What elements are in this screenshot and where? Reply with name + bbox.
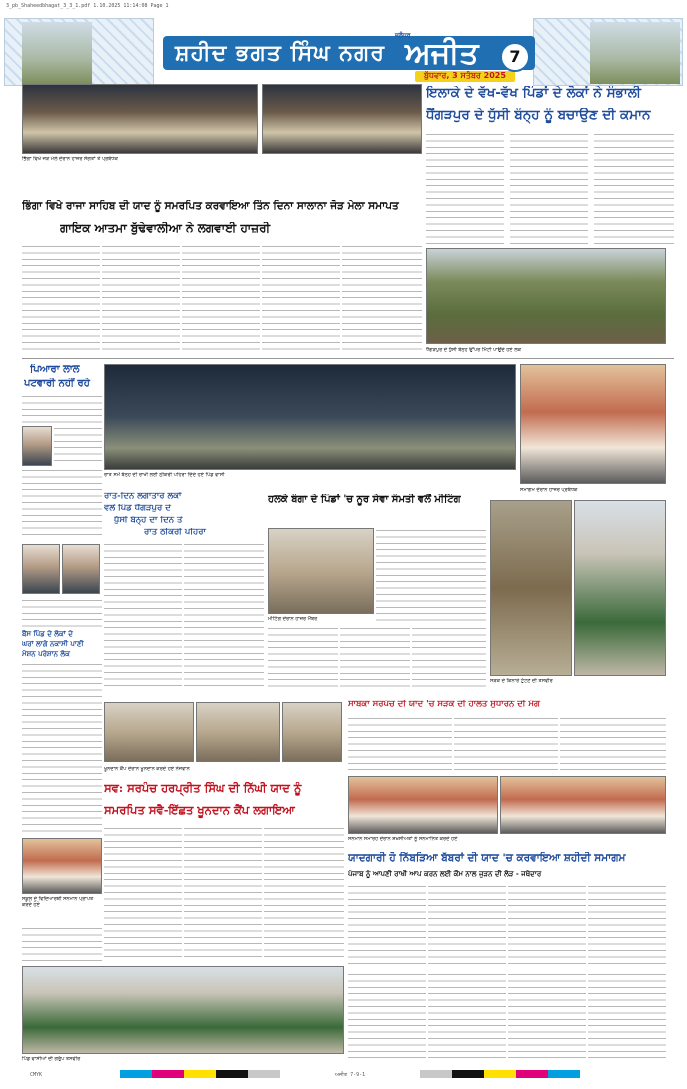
award-photo-1	[348, 776, 498, 834]
obit-portrait	[22, 426, 52, 466]
guard-headline-2: ਵਲੋਂ ਪਿੰਡ ਧੈਂਗੜਪੁਰ ਦੇ	[104, 504, 171, 513]
top-right-headline-1: ਇਲਾਕੇ ਦੇ ਵੱਖ-ਵੱਖ ਪਿੰਡਾਂ ਦੇ ਲੋਕਾਂ ਨੇ ਸੰਭਾਲੀ	[426, 86, 641, 101]
top-right-headline-2: ਧੈਂਗੜਪੁਰ ਦੇ ਧੁੱਸੀ ਬੰਨ੍ਹ ਨੂੰ ਬਚਾਉਣ ਦੀ ਕਮਾਨ	[426, 108, 651, 123]
blood-photo-2	[196, 702, 280, 762]
guard-body-col-2	[184, 542, 264, 688]
night-vigil-photo	[104, 364, 516, 470]
martyr-body-col-1	[348, 884, 426, 968]
landmark-image	[590, 22, 680, 84]
martyr-body-col-2	[428, 884, 506, 968]
blood-photo-1	[104, 702, 194, 762]
blood-caption: ਖੂਨਦਾਨ ਕੈਂਪ ਦੌਰਾਨ ਖੂਨਦਾਨ ਕਰਦੇ ਹੋਏ ਨੌਜਵਾਨ	[104, 766, 190, 772]
statue-image	[22, 22, 92, 84]
road-body-col-2	[454, 716, 558, 772]
guard-headline-3: ਧੁੱਸੀ ਬੰਨ੍ਹ ਦਾ ਦਿਨ ਤੇ	[114, 516, 183, 525]
martyr-body-col-7	[508, 972, 586, 1060]
meeting-photo	[268, 528, 374, 614]
fair-subhead: ਗਾਇਕ ਆਤਮਾ ਬੁੱਢੇਵਾਲੀਆ ਨੇ ਲਗਵਾਈ ਹਾਜ਼ਰੀ	[60, 222, 271, 235]
embankment-caption: ਧੈਂਗੜਪੁਰ ਦੇ ਧੁੱਸੀ ਬੰਨ੍ਹ ਉੱਪਰ ਮਿੱਟੀ ਪਾਉਂਦੇ ਹੋਏ ਲੋਕ	[426, 347, 521, 353]
print-slug: 3_pb_Shaheedbhagat_3_3_1.pdf 1.10.2025 11:14:08 Page 1	[6, 3, 169, 9]
left-photo-caption	[22, 598, 102, 628]
martyr-headline: ਯਾਦਗਾਰੀ ਹੋ ਨਿੱਬੜਿਆ ਬੱਬਰਾਂ ਦੀ ਯਾਦ 'ਚ ਕਰਵਾਇਆ ਸ਼ਹੀਦੀ ਸਮਾਗਮ	[348, 852, 626, 864]
fair-audience-photo	[262, 84, 422, 154]
event-photo-right	[520, 364, 666, 484]
guard-body-col-1	[104, 542, 182, 688]
martyr-body-col-5	[348, 972, 426, 1060]
guard-headline-1: ਰਾਤ-ਦਿਨ ਲਗਾਤਾਰ ਲੋਕਾਂ	[104, 492, 182, 501]
blood-body-col-2	[184, 826, 262, 962]
road-photo-right	[574, 500, 666, 676]
left-story-headline-2: ਘਰਾਂ ਲਾਗੇ ਨਕਾਸੀ ਪਾਣੀ	[22, 640, 84, 648]
martyr-body-col-4	[588, 884, 666, 968]
left-photo-2	[62, 544, 100, 594]
event-photo-right-caption: ਸਮਾਗਮ ਦੌਰਾਨ ਹਾਜ਼ਰ ਪ੍ਰਬੰਧਕ	[520, 487, 578, 493]
road-body-col-3	[560, 716, 666, 772]
blood-photo-3	[282, 702, 342, 762]
road-body-col-1	[348, 716, 452, 772]
award-caption: ਸਨਮਾਨ ਸਮਾਰੋਹ ਦੌਰਾਨ ਸ਼ਖ਼ਸੀਅਤਾਂ ਨੂੰ ਸਨਮਾਨਿਤ ਕਰਦੇ ਹੋਏ	[348, 836, 458, 842]
left-story-headline-3: ਮੋਸ਼ਨ ਪਰੇਸ਼ਾਨ ਲੋਕ	[22, 650, 70, 658]
page-number: 7	[500, 42, 530, 72]
issue-date: ਬੁੱਧਵਾਰ, 3 ਸਤੰਬਰ 2025	[415, 71, 515, 82]
martyr-body-col-3	[508, 884, 586, 968]
obit-body-bottom	[22, 468, 102, 540]
top-right-body-col-2	[510, 132, 588, 246]
footer-cmyk: CMYK	[30, 1072, 43, 1078]
fair-headline: ਭਿੰਗਾ ਵਿਖੇ ਰਾਜਾ ਸਾਹਿਬ ਦੀ ਯਾਦ ਨੂੰ ਸਮਰਪਿਤ ਕਰਵਾਇਆ ਤਿੰਨ ਦਿਨਾ ਸਾਲਾਨਾ ਜੋੜ ਮੇਲਾ ਸਮਾਪਤ	[22, 200, 399, 212]
obit-body-side	[54, 426, 102, 466]
award-photo-2	[500, 776, 666, 834]
fair-photo-caption: ਭਿੰਗਾ ਵਿਖੇ ਜੋੜ ਮੇਲੇ ਦੌਰਾਨ ਹਾਜ਼ਰ ਸੰਗਤਾਂ ਤੇ ਪ੍ਰਬੰਧਕ	[22, 156, 118, 162]
color-registration-bar	[120, 1070, 280, 1078]
martyr-subhead: ਪੰਜਾਬ ਨੂੰ ਆਪਣੀ ਰਾਖੀ ਆਪ ਕਰਨ ਲਈ ਕੌਮ ਨਾਲ ਜੁੜਨ ਦੀ ਲੋੜ - ਜਥੇਦਾਰ	[348, 870, 542, 878]
road-caption: ਸੜਕ ਦੇ ਕਿਨਾਰੇ ਟੁੱਟਣ ਦੀ ਤਸਵੀਰ	[490, 678, 553, 684]
fair-body-col-2	[102, 244, 180, 354]
fair-body-col-5	[342, 244, 422, 354]
left-bottom-photo	[22, 838, 102, 894]
martyr-body-col-6	[428, 972, 506, 1060]
divider	[22, 358, 674, 359]
blood-headline-2: ਸਮਰਪਿਤ ਸਵੈ-ਇੱਛਤ ਖੂਨਦਾਨ ਕੈਂਪ ਲਗਾਇਆ	[104, 804, 295, 817]
meeting-body-col-2	[340, 626, 410, 688]
brand-logo: ਅਜੀਤ	[405, 36, 479, 71]
obit-body-top	[22, 394, 102, 424]
fair-body-col-1	[22, 244, 100, 354]
left-photo-1	[22, 544, 60, 594]
left-story-body	[22, 662, 102, 834]
meeting-caption: ਮੀਟਿੰਗ ਦੌਰਾਨ ਹਾਜ਼ਰ ਮੈਂਬਰ	[268, 616, 318, 622]
blood-body-col-3	[264, 826, 344, 962]
obit-headline-1: ਪਿਆਰਾ ਲਾਲ	[30, 364, 80, 375]
left-story-headline-1: ਬੈਂਸ ਪਿੰਡ ਦੇ ਲੋਕਾਂ ਦੇ	[22, 630, 73, 638]
fair-body-col-4	[262, 244, 340, 354]
night-vigil-caption: ਰਾਤ ਸਮੇਂ ਬੰਨ੍ਹ ਦੀ ਰਾਖੀ ਲਈ ਠੀਕਰੀ ਪਹਿਰਾ ਦਿੰਦੇ ਹੋਏ ਪਿੰਡ ਵਾਸੀ	[104, 472, 225, 478]
top-right-body-col-3	[594, 132, 674, 246]
meeting-body-col-1	[268, 626, 338, 688]
color-registration-bar-right	[420, 1070, 580, 1078]
embankment-photo	[426, 248, 666, 344]
left-bottom-caption: ਸਕੂਲ ਦੇ ਵਿਦਿਆਰਥੀ ਸਨਮਾਨ ਪ੍ਰਾਪਤ ਕਰਦੇ ਹੋਏ	[22, 896, 94, 908]
meeting-headline: ਹਲਕੇ ਬੰਗਾ ਦੇ ਪਿੰਡਾਂ 'ਚ ਨੂਰ ਸੇਵਾ ਸੰਮਤੀ ਵਲੋਂ ਮੀਟਿੰਗ	[268, 494, 461, 505]
fair-body-col-3	[182, 244, 260, 354]
group-photo-bottom	[22, 966, 344, 1054]
masthead-place: ਜਲੰਧਰ	[395, 32, 411, 39]
blood-body-col-1	[104, 826, 182, 962]
fair-stage-photo	[22, 84, 258, 154]
road-headline: ਸਾਬਕਾ ਸਰਪੰਚ ਦੀ ਯਾਦ 'ਚ ਸੜਕ ਦੀ ਹਾਲਤ ਸੁਧਾਰਨ ਦੀ ਮੰਗ	[348, 700, 540, 709]
masthead-title: ਸ਼ਹੀਦ ਭਗਤ ਸਿੰਘ ਨਗਰ	[175, 40, 386, 66]
obit-headline-2: ਪਟਵਾਰੀ ਨਹੀਂ ਰਹੇ	[24, 378, 90, 389]
bottom-caption: ਪਿੰਡ ਵਾਸੀਆਂ ਦੀ ਗਰੁੱਪ ਤਸਵੀਰ	[22, 1056, 81, 1062]
blood-headline-1: ਸਵ: ਸਰਪੰਚ ਹਰਪ੍ਰੀਤ ਸਿੰਘ ਦੀ ਨਿੱਘੀ ਯਾਦ ਨੂੰ	[104, 782, 302, 795]
top-right-body-col-1	[426, 132, 504, 246]
meeting-body-col-3	[412, 626, 486, 688]
meeting-body-side	[376, 528, 486, 624]
guard-headline-4: ਰਾਤ ਠੀਕਰੀ ਪਹਿਰਾ	[144, 528, 206, 537]
footer-center: ਅਜੀਤ 7-9-1	[334, 1072, 366, 1078]
road-photo-left	[490, 500, 572, 676]
martyr-body-col-8	[588, 972, 666, 1060]
